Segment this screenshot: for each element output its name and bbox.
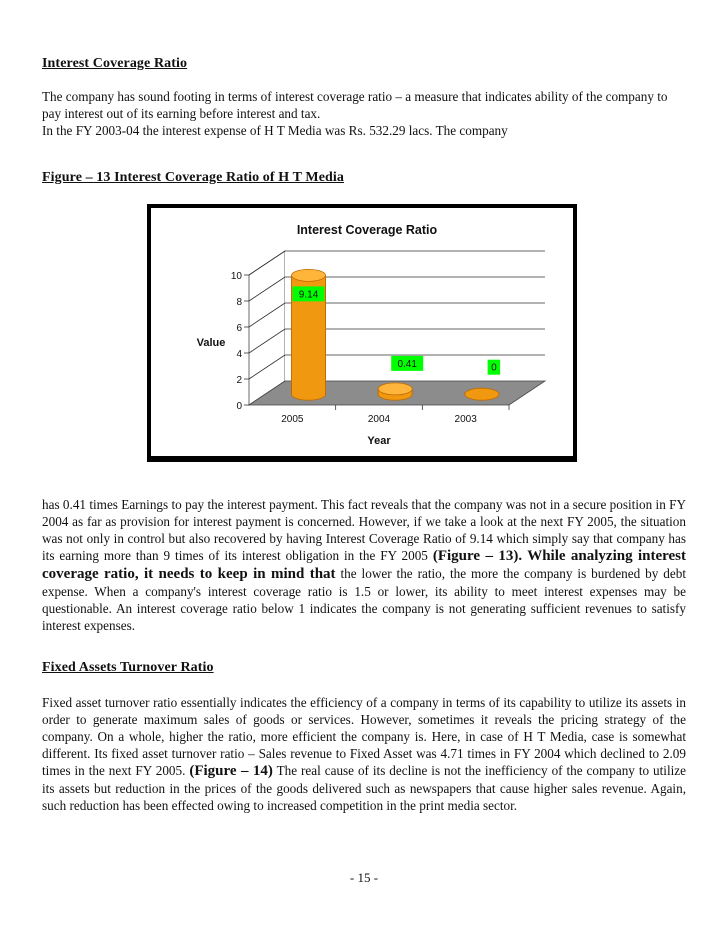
- fixed-assets-paragraph: [42, 694, 686, 814]
- fixed-assets-text-b: The real cause of its decline is not the inefficiency of the company to utilize its assets but reduction in the prices of the goods delivered such as newspapers that cause higher sales revenue. Again, such reduction has been effected owing to increased competition in the print media sector.: [42, 763, 686, 813]
- y-tick-label-10: 10: [230, 271, 242, 282]
- discussion-text-a: has 0.41 times Earnings to pay the interest payment. This fact reveals that the company was not in a secure position in FY 2004 as far as provision for interest payment is concerned. However, if we take a look at the next FY 2005, the situation was not only in control but also recovered by having Interest Coverage Ratio of 9.14 which simply say that company has its earning more than 9 times of its interest obligation in the FY 2005: [42, 497, 686, 563]
- bar-fill-2003: [465, 393, 498, 395]
- chart-title: Interest Coverage Ratio: [296, 223, 438, 237]
- y-tick-label-8: 8: [236, 297, 242, 308]
- chart-x-ticks: [281, 405, 509, 425]
- interest-coverage-chart: [151, 208, 573, 456]
- figure-14-reference: (Figure – 14): [189, 763, 273, 779]
- intro-line-2: In the FY 2003-04 the interest expense of H T Media was Rs. 532.29 lacs. The company: [42, 123, 508, 138]
- page-number: - 15 -: [349, 870, 379, 885]
- section-heading-fixed-assets: Fixed Assets Turnover Ratio: [42, 660, 214, 675]
- bar-top-2005: [292, 269, 326, 281]
- bar-2003: [465, 388, 499, 400]
- figure-13-reference: (Figure – 13).: [432, 548, 523, 564]
- x-tick-label-2004: 2004: [367, 414, 391, 425]
- bar-top-2004: [378, 383, 412, 395]
- chart-left-wall: [249, 251, 285, 405]
- discussion-text-b: the lower the ratio, the more the company is burdened by debt expense. When a company's interest coverage ratio is 1.5 or lower, its ability to meet interest expenses may be questionable. An interest coverage ratio below 1 indicates the company is not generating sufficient revenues to satisfy interest expenses.: [42, 566, 687, 633]
- data-label-2004: 0.41: [397, 358, 417, 370]
- y-tick-label-4: 4: [236, 349, 242, 360]
- emphasis-text: While analyzing interest coverage ratio, it needs to keep in mind that: [42, 548, 687, 582]
- y-tick-label-0: 0: [236, 401, 242, 412]
- x-axis-label: Year: [367, 435, 391, 447]
- data-label-2005: 9.14: [298, 289, 319, 301]
- chart-y-ticks: [231, 271, 249, 412]
- chart-frame: [147, 204, 577, 462]
- y-tick-label-6: 6: [236, 323, 242, 334]
- intro-paragraph: [42, 88, 686, 139]
- figure-caption: Figure – 13 Interest Coverage Ratio of H T Media: [42, 170, 344, 185]
- discussion-text: [42, 496, 686, 634]
- intro-line-1: The company has sound footing in terms of interest coverage ratio – a measure that indicates ability of the company to pay interest out of its earning before interest and tax.: [42, 89, 668, 121]
- x-tick-label-2003: 2003: [454, 414, 477, 425]
- bar-2004: [378, 383, 412, 400]
- section-heading-interest-coverage: Interest Coverage Ratio: [42, 56, 188, 71]
- interest-coverage-discussion: [42, 496, 686, 634]
- bar-base-2003: [465, 388, 499, 400]
- fixed-assets-text-a: Fixed asset turnover ratio essentially indicates the efficiency of a company in terms of its capability to utilize its assets in order to generate maximum sales of goods or services. However, sometimes it reveals the pricing strategy of the company. On a whole, higher the ratio, more efficient the company is. Here, in case of H T Media, case is somewhat different. Its fixed asset turnover ratio – Sales revenue to Fixed Asset was 4.71 times in FY 2004 which declined to 2.09 times in the next FY 2005.: [42, 695, 686, 778]
- y-tick-label-2: 2: [236, 375, 242, 386]
- y-axis-label: Value: [196, 337, 226, 349]
- fixed-assets-text: [42, 694, 686, 814]
- data-label-2003: 0: [491, 362, 497, 374]
- x-tick-label-2005: 2005: [281, 414, 304, 425]
